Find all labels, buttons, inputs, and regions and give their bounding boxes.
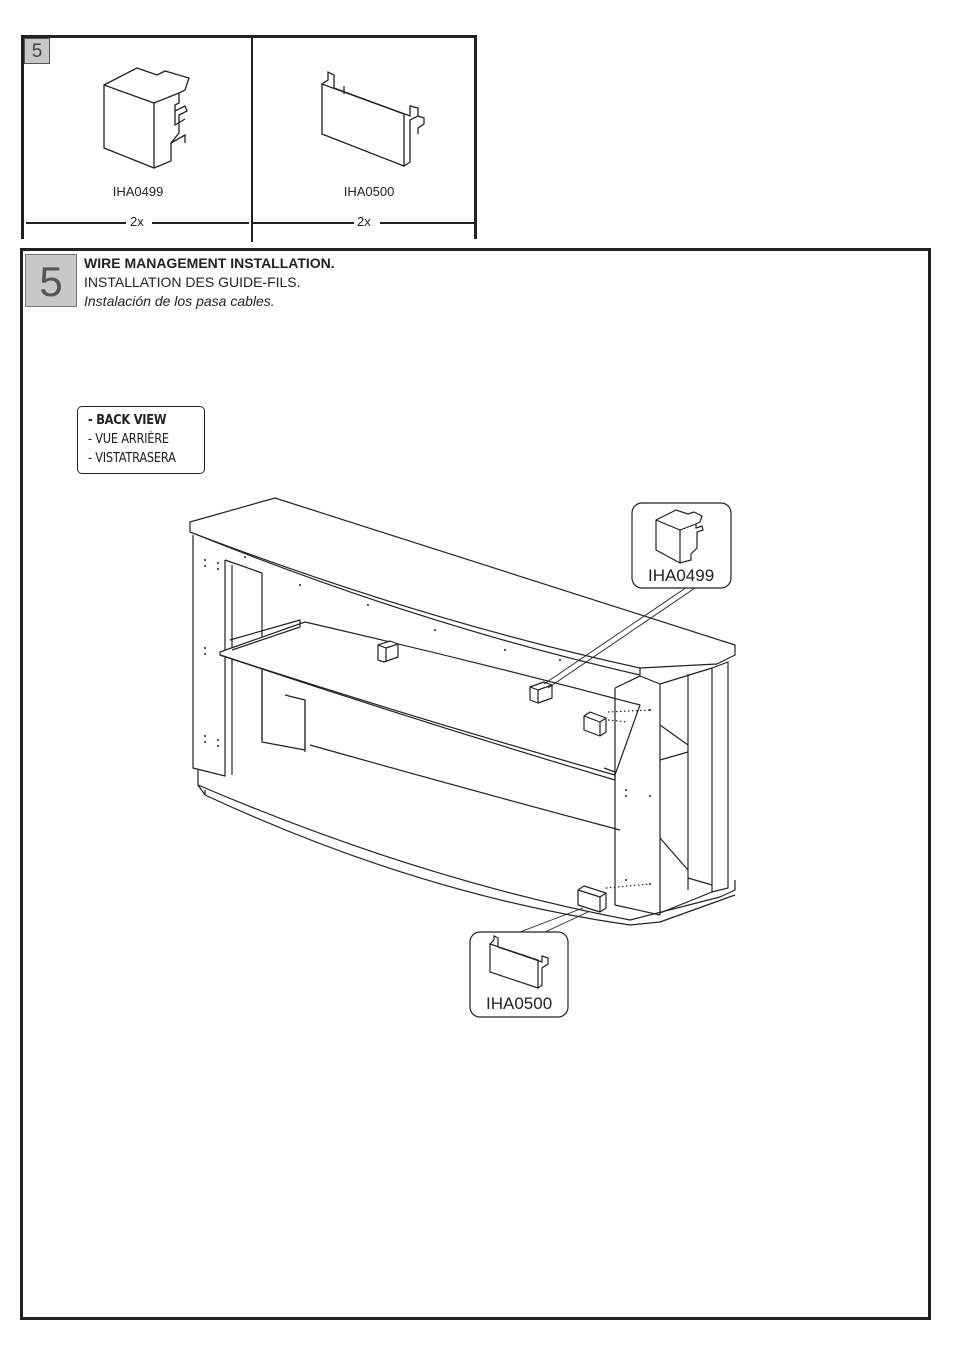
callout-iha0499 bbox=[632, 503, 731, 588]
callout-bottom-label: IHA0500 bbox=[486, 994, 553, 1013]
callout-top-label: IHA0499 bbox=[648, 566, 715, 585]
step-badge: 5 bbox=[25, 254, 77, 307]
parts-step-badge: 5 bbox=[24, 38, 50, 64]
view-label-en: - BACK VIEW bbox=[88, 413, 167, 428]
step-title-fr: INSTALLATION DES GUIDE-FILS. bbox=[84, 274, 301, 290]
view-label-es: - VISTATRASERA bbox=[88, 451, 176, 466]
view-label-fr: - VUE ARRIÈRE bbox=[88, 432, 169, 447]
part-code-2: IHA0500 bbox=[343, 184, 395, 199]
part-qty-2: 2x bbox=[354, 214, 374, 229]
step-title-es: Instalación de los pasa cables. bbox=[84, 293, 275, 309]
callout-iha0500 bbox=[470, 932, 568, 1017]
part-code-1: IHA0499 bbox=[112, 184, 164, 199]
part-qty-1: 2x bbox=[127, 214, 147, 229]
step-title-en: WIRE MANAGEMENT INSTALLATION. bbox=[84, 255, 335, 271]
